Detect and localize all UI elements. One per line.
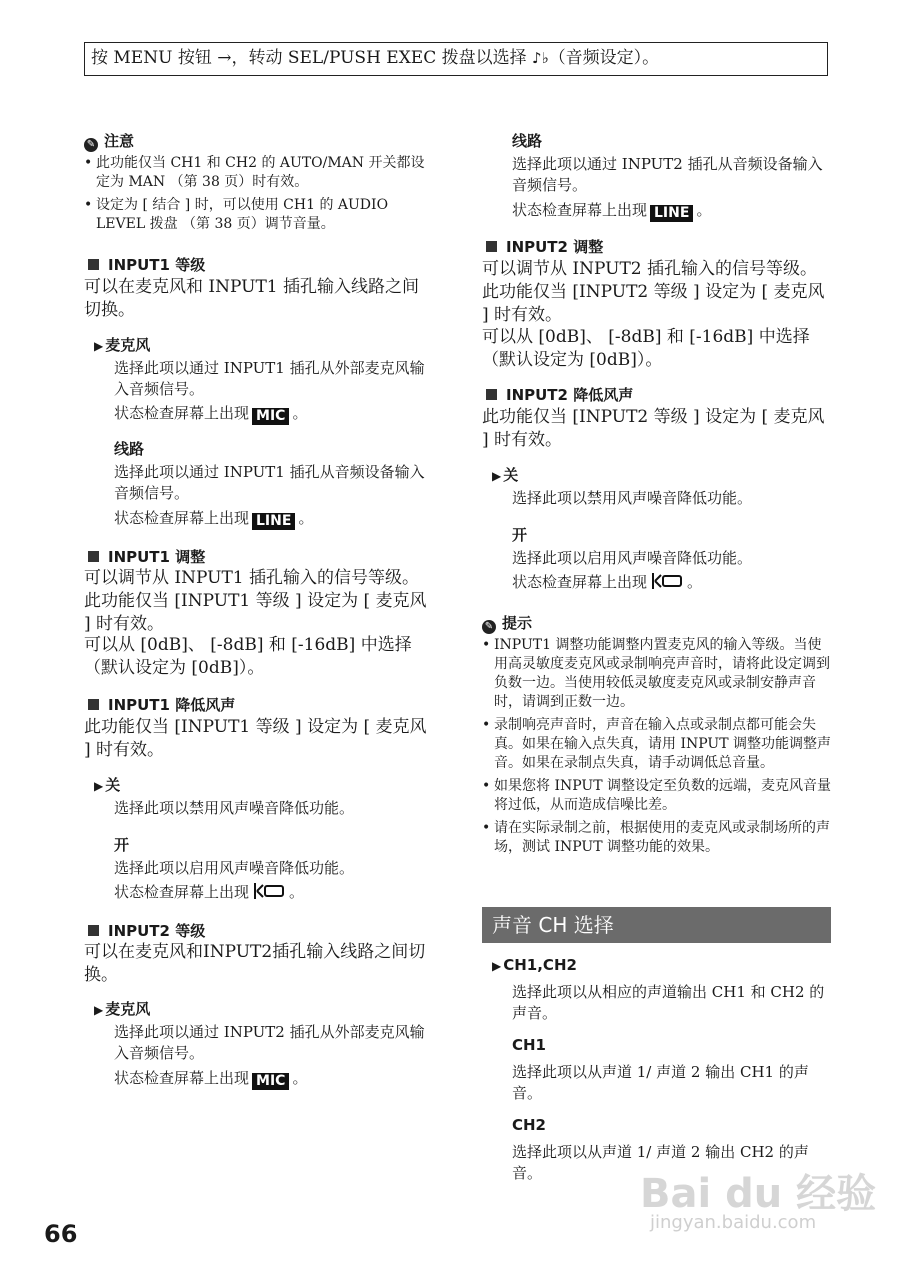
caution-title: 注意 (104, 132, 135, 150)
square-bullet-icon (88, 699, 99, 710)
status-text: 状态检查屏幕上出现 (114, 1069, 250, 1087)
option-label: 麦克风 (105, 336, 151, 354)
tips-heading (482, 612, 532, 634)
option-label: 线路 (114, 440, 145, 458)
option-label: 关 (503, 466, 519, 484)
option-on-2-status (512, 572, 830, 593)
section-input1-level (88, 254, 205, 275)
option-label: 开 (512, 526, 528, 544)
caution-icon: ✎ (84, 138, 98, 152)
menu-path-text: 按 MENU 按钮 →，转动 SEL/PUSH EXEC 拨盘以选择 (91, 48, 533, 68)
status-text: 状态检查屏幕上出现 (114, 509, 250, 527)
section-banner-audio-ch-select: 声音 CH 选择 (482, 907, 831, 943)
option-line-2-status (512, 200, 828, 222)
status-text: 状态检查屏幕上出现 (114, 883, 250, 901)
section-title: INPUT1 等级 (108, 256, 206, 274)
line-badge: LINE (650, 205, 693, 222)
caution-list (84, 154, 436, 238)
input1-trim-desc: 可以调节从 INPUT1 插孔输入的信号等级。此功能仅当 [INPUT1 等级 ] 设定为 [ 麦克风 ] 时有效。 (84, 568, 427, 634)
section-title: INPUT1 降低风声 (108, 696, 236, 714)
option-ch1 (512, 1036, 546, 1054)
option-label: CH1,CH2 (503, 956, 577, 974)
square-bullet-icon (88, 259, 99, 270)
option-line-status (114, 508, 430, 530)
status-text-end: 。 (687, 573, 703, 591)
input1-trim-desc2: 可以从 [0dB]、 [-8dB] 和 [-16dB] 中选择（默认设定为 [0dB]）。 (84, 635, 412, 678)
caution-heading (84, 130, 134, 152)
triangle-marker-icon: ▶ (492, 959, 502, 973)
watermark-logo: Bai du 经验 (640, 1171, 877, 1217)
option-mic-2 (94, 998, 150, 1019)
option-line (114, 438, 144, 459)
option-mic-2-text: 选择此项以通过 INPUT2 插孔从外部麦克风输入音频信号。 (114, 1023, 425, 1062)
tips-list (482, 636, 832, 861)
status-text: 状态检查屏幕上出现 (114, 404, 250, 422)
status-text-end: 。 (298, 509, 314, 527)
tip-icon: ✎ (482, 620, 496, 634)
option-off-2-text: 选择此项以禁用风声噪音降低功能。 (512, 489, 753, 507)
option-label: CH1 (512, 1036, 546, 1054)
list-item: • 录制响亮声音时，声音在输入点或录制点都可能会失真。如果在输入点失真，请用 INPUT 调整功能调整声音。如果在录制点失真，请手动调低总音量。 (482, 716, 832, 773)
watermark-url: jingyan.baidu.com (650, 1212, 817, 1233)
option-label: 麦克风 (105, 1000, 151, 1018)
section-input2-level (88, 920, 205, 941)
option-on (114, 834, 129, 855)
triangle-marker-icon: ▶ (94, 779, 104, 793)
mic-badge: MIC (252, 408, 289, 425)
option-label: 关 (105, 776, 121, 794)
input2-wind-desc: 此功能仅当 [INPUT2 等级 ] 设定为 [ 麦克风 ] 时有效。 (482, 407, 825, 450)
option-off-2 (492, 464, 518, 485)
tips-title: 提示 (502, 614, 533, 632)
option-line-2 (512, 130, 542, 151)
section-title: INPUT2 等级 (108, 922, 206, 940)
square-bullet-icon (486, 389, 497, 400)
option-ch1ch2-text: 选择此项以从相应的声道输出 CH1 和 CH2 的声音。 (512, 983, 825, 1022)
status-text-end: 。 (292, 1069, 308, 1087)
input2-level-desc: 可以在麦克风和INPUT2插孔输入线路之间切换。 (84, 942, 426, 985)
line-badge: LINE (252, 513, 295, 530)
section-input2-wind (486, 384, 633, 405)
status-text: 状态检查屏幕上出现 (512, 573, 648, 591)
status-text-end: 。 (292, 404, 308, 422)
wind-cut-icon (252, 882, 286, 900)
option-ch1-text: 选择此项以从声道 1/ 声道 2 输出 CH1 的声音。 (512, 1063, 809, 1102)
list-item: • 如果您将 INPUT 调整设定至负数的远端，麦克风音量将过低，从而造成信噪比差。 (482, 777, 832, 815)
section-title: INPUT2 调整 (506, 238, 604, 256)
option-mic-text: 选择此项以通过 INPUT1 插孔从外部麦克风输入音频信号。 (114, 359, 425, 398)
option-line-text: 选择此项以通过 INPUT1 插孔从音频设备输入音频信号。 (114, 463, 425, 502)
square-bullet-icon (88, 925, 99, 936)
menu-path-text-after: （音频设定）。 (548, 48, 660, 68)
triangle-marker-icon: ▶ (492, 469, 502, 483)
option-ch1ch2 (492, 956, 577, 974)
list-item: • 设定为 [ 结合 ] 时，可以使用 CH1 的 AUDIO LEVEL 拨盘 （第 38 页）调节音量。 (84, 196, 436, 234)
option-label: 线路 (512, 132, 543, 150)
option-label: 开 (114, 836, 130, 854)
option-on-2-text: 选择此项以启用风声噪音降低功能。 (512, 549, 753, 567)
menu-path-box (84, 42, 828, 76)
music-note-icon: ♪♭ (532, 49, 549, 67)
section-input1-trim (88, 546, 205, 567)
square-bullet-icon (88, 551, 99, 562)
option-on-text: 选择此项以启用风声噪音降低功能。 (114, 859, 355, 877)
input2-trim-desc: 可以调节从 INPUT2 插孔输入的信号等级。此功能仅当 [INPUT2 等级 ] 设定为 [ 麦克风 ] 时有效。 (482, 259, 825, 325)
section-title: INPUT1 调整 (108, 548, 206, 566)
option-off-text: 选择此项以禁用风声噪音降低功能。 (114, 799, 355, 817)
option-ch2 (512, 1116, 546, 1134)
section-input1-wind (88, 694, 235, 715)
list-item: • INPUT1 调整功能调整内置麦克风的输入等级。当使用高灵敏度麦克风或录制响亮声音时，请将此设定调到负数一边。当使用较低灵敏度麦克风或录制安静声音时，请调到正数一边。 (482, 636, 832, 712)
triangle-marker-icon: ▶ (94, 339, 104, 353)
section-input2-trim (486, 236, 603, 257)
page-number: 66 (44, 1220, 78, 1248)
input1-level-desc: 可以在麦克风和 INPUT1 插孔输入线路之间切换。 (84, 277, 420, 320)
list-item: • 请在实际录制之前，根据使用的麦克风或录制场所的声场，测试 INPUT 调整功能的效果。 (482, 819, 832, 857)
option-mic-2-status (114, 1068, 430, 1090)
status-text: 状态检查屏幕上出现 (512, 201, 648, 219)
option-off (94, 774, 120, 795)
option-on-status (114, 882, 430, 903)
option-mic (94, 334, 150, 355)
mic-badge: MIC (252, 1073, 289, 1090)
square-bullet-icon (486, 241, 497, 252)
triangle-marker-icon: ▶ (94, 1003, 104, 1017)
section-title: INPUT2 降低风声 (506, 386, 634, 404)
option-line-2-text: 选择此项以通过 INPUT2 插孔从音频设备输入音频信号。 (512, 155, 823, 194)
status-text-end: 。 (696, 201, 712, 219)
option-mic-status (114, 403, 430, 425)
list-item: • 此功能仅当 CH1 和 CH2 的 AUTO/MAN 开关都设定为 MAN （第 38 页）时有效。 (84, 154, 436, 192)
option-label: CH2 (512, 1116, 546, 1134)
option-on-2 (512, 524, 527, 545)
status-text-end: 。 (289, 883, 305, 901)
input2-trim-desc2: 可以从 [0dB]、 [-8dB] 和 [-16dB] 中选择（默认设定为 [0dB]）。 (482, 327, 810, 370)
input1-wind-desc: 此功能仅当 [INPUT1 等级 ] 设定为 [ 麦克风 ] 时有效。 (84, 717, 427, 760)
wind-cut-icon (650, 572, 684, 590)
option-ch2-text: 选择此项以从声道 1/ 声道 2 输出 CH2 的声音。 (512, 1143, 809, 1182)
